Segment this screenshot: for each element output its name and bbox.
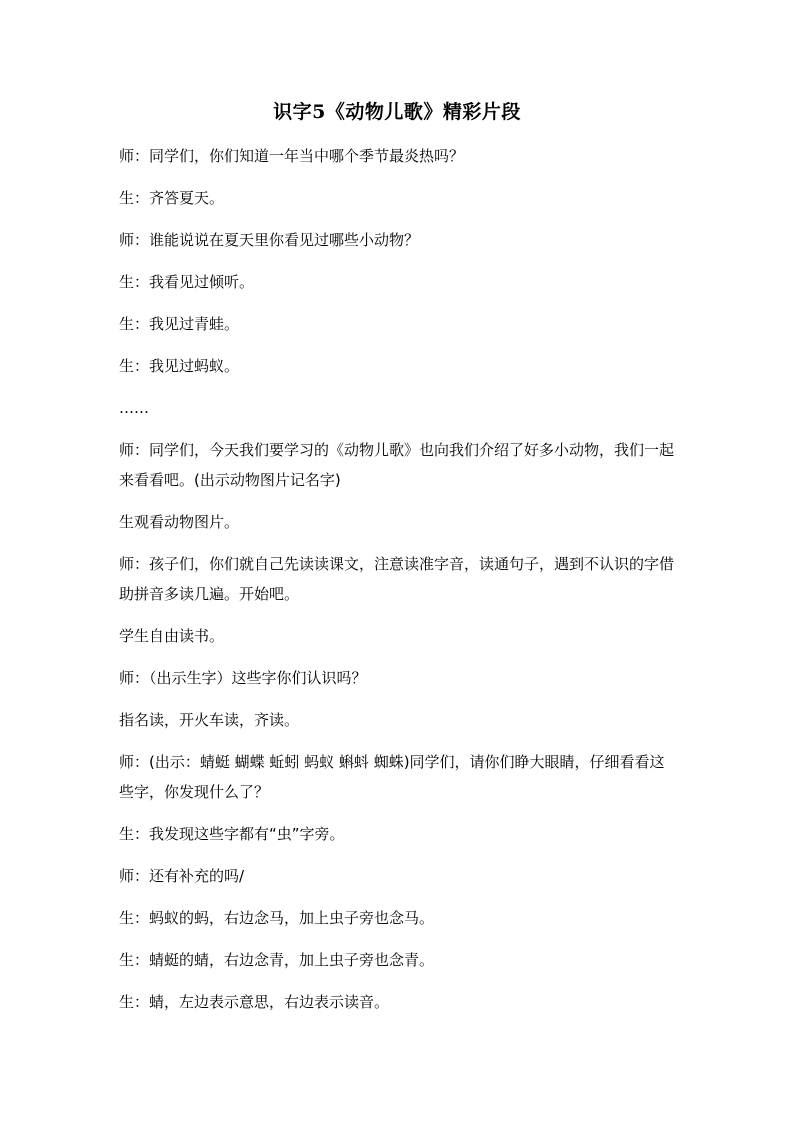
dialogue-body [119, 141, 679, 1029]
paragraph: 生：蚂蚁的蚂，右边念马，加上虫子旁也念马。 [119, 909, 435, 927]
paragraph: 生：我看见过倾听。 [119, 273, 255, 291]
paragraph: 生：齐答夏天。 [119, 189, 225, 207]
paragraph: 师：谁能说说在夏天里你看见过哪些小动物？ [119, 231, 420, 249]
paragraph: 师：同学们，今天我们要学习的《动物儿歌》也向我们介绍了好多小动物，我们一起来看看吧。(出示动物图片记名字) [119, 441, 675, 489]
paragraph: 生：我发现这些字都有“虫”字旁。 [119, 825, 345, 843]
paragraph: 生观看动物图片。 [119, 513, 240, 531]
paragraph: 指名读，开火车读，齐读。 [119, 711, 300, 729]
paragraph: 生：我见过青蛙。 [119, 315, 240, 333]
ellipsis-paragraph: …… [119, 399, 149, 417]
paragraph: 师：孩子们，你们就自己先读读课文，注意读准字音，读通句子，遇到不认识的字借助拼音多读几遍。开始吧。 [119, 555, 675, 603]
paragraph: 生：我见过蚂蚁。 [119, 357, 240, 375]
paragraph: 师：还有补充的吗/ [119, 867, 245, 885]
document-title: 识字5《动物儿歌》精彩片段 [273, 101, 521, 123]
paragraph: 生：蜻，左边表示意思，右边表示读音。 [119, 993, 390, 1011]
paragraph: 师：(出示：蜻蜓 蝴蝶 蚯蚓 蚂蚁 蝌蚪 蜘蛛)同学们，请你们睁大眼睛，仔细看看这些字，你发现什么了？ [119, 753, 665, 801]
paragraph: 师：同学们，你们知道一年当中哪个季节最炎热吗？ [119, 147, 465, 165]
paragraph: 师：（出示生字）这些字你们认识吗？ [119, 669, 367, 687]
paragraph: 学生自由读书。 [119, 627, 225, 645]
paragraph: 生：蜻蜓的蜻，右边念青，加上虫子旁也念青。 [119, 951, 435, 969]
